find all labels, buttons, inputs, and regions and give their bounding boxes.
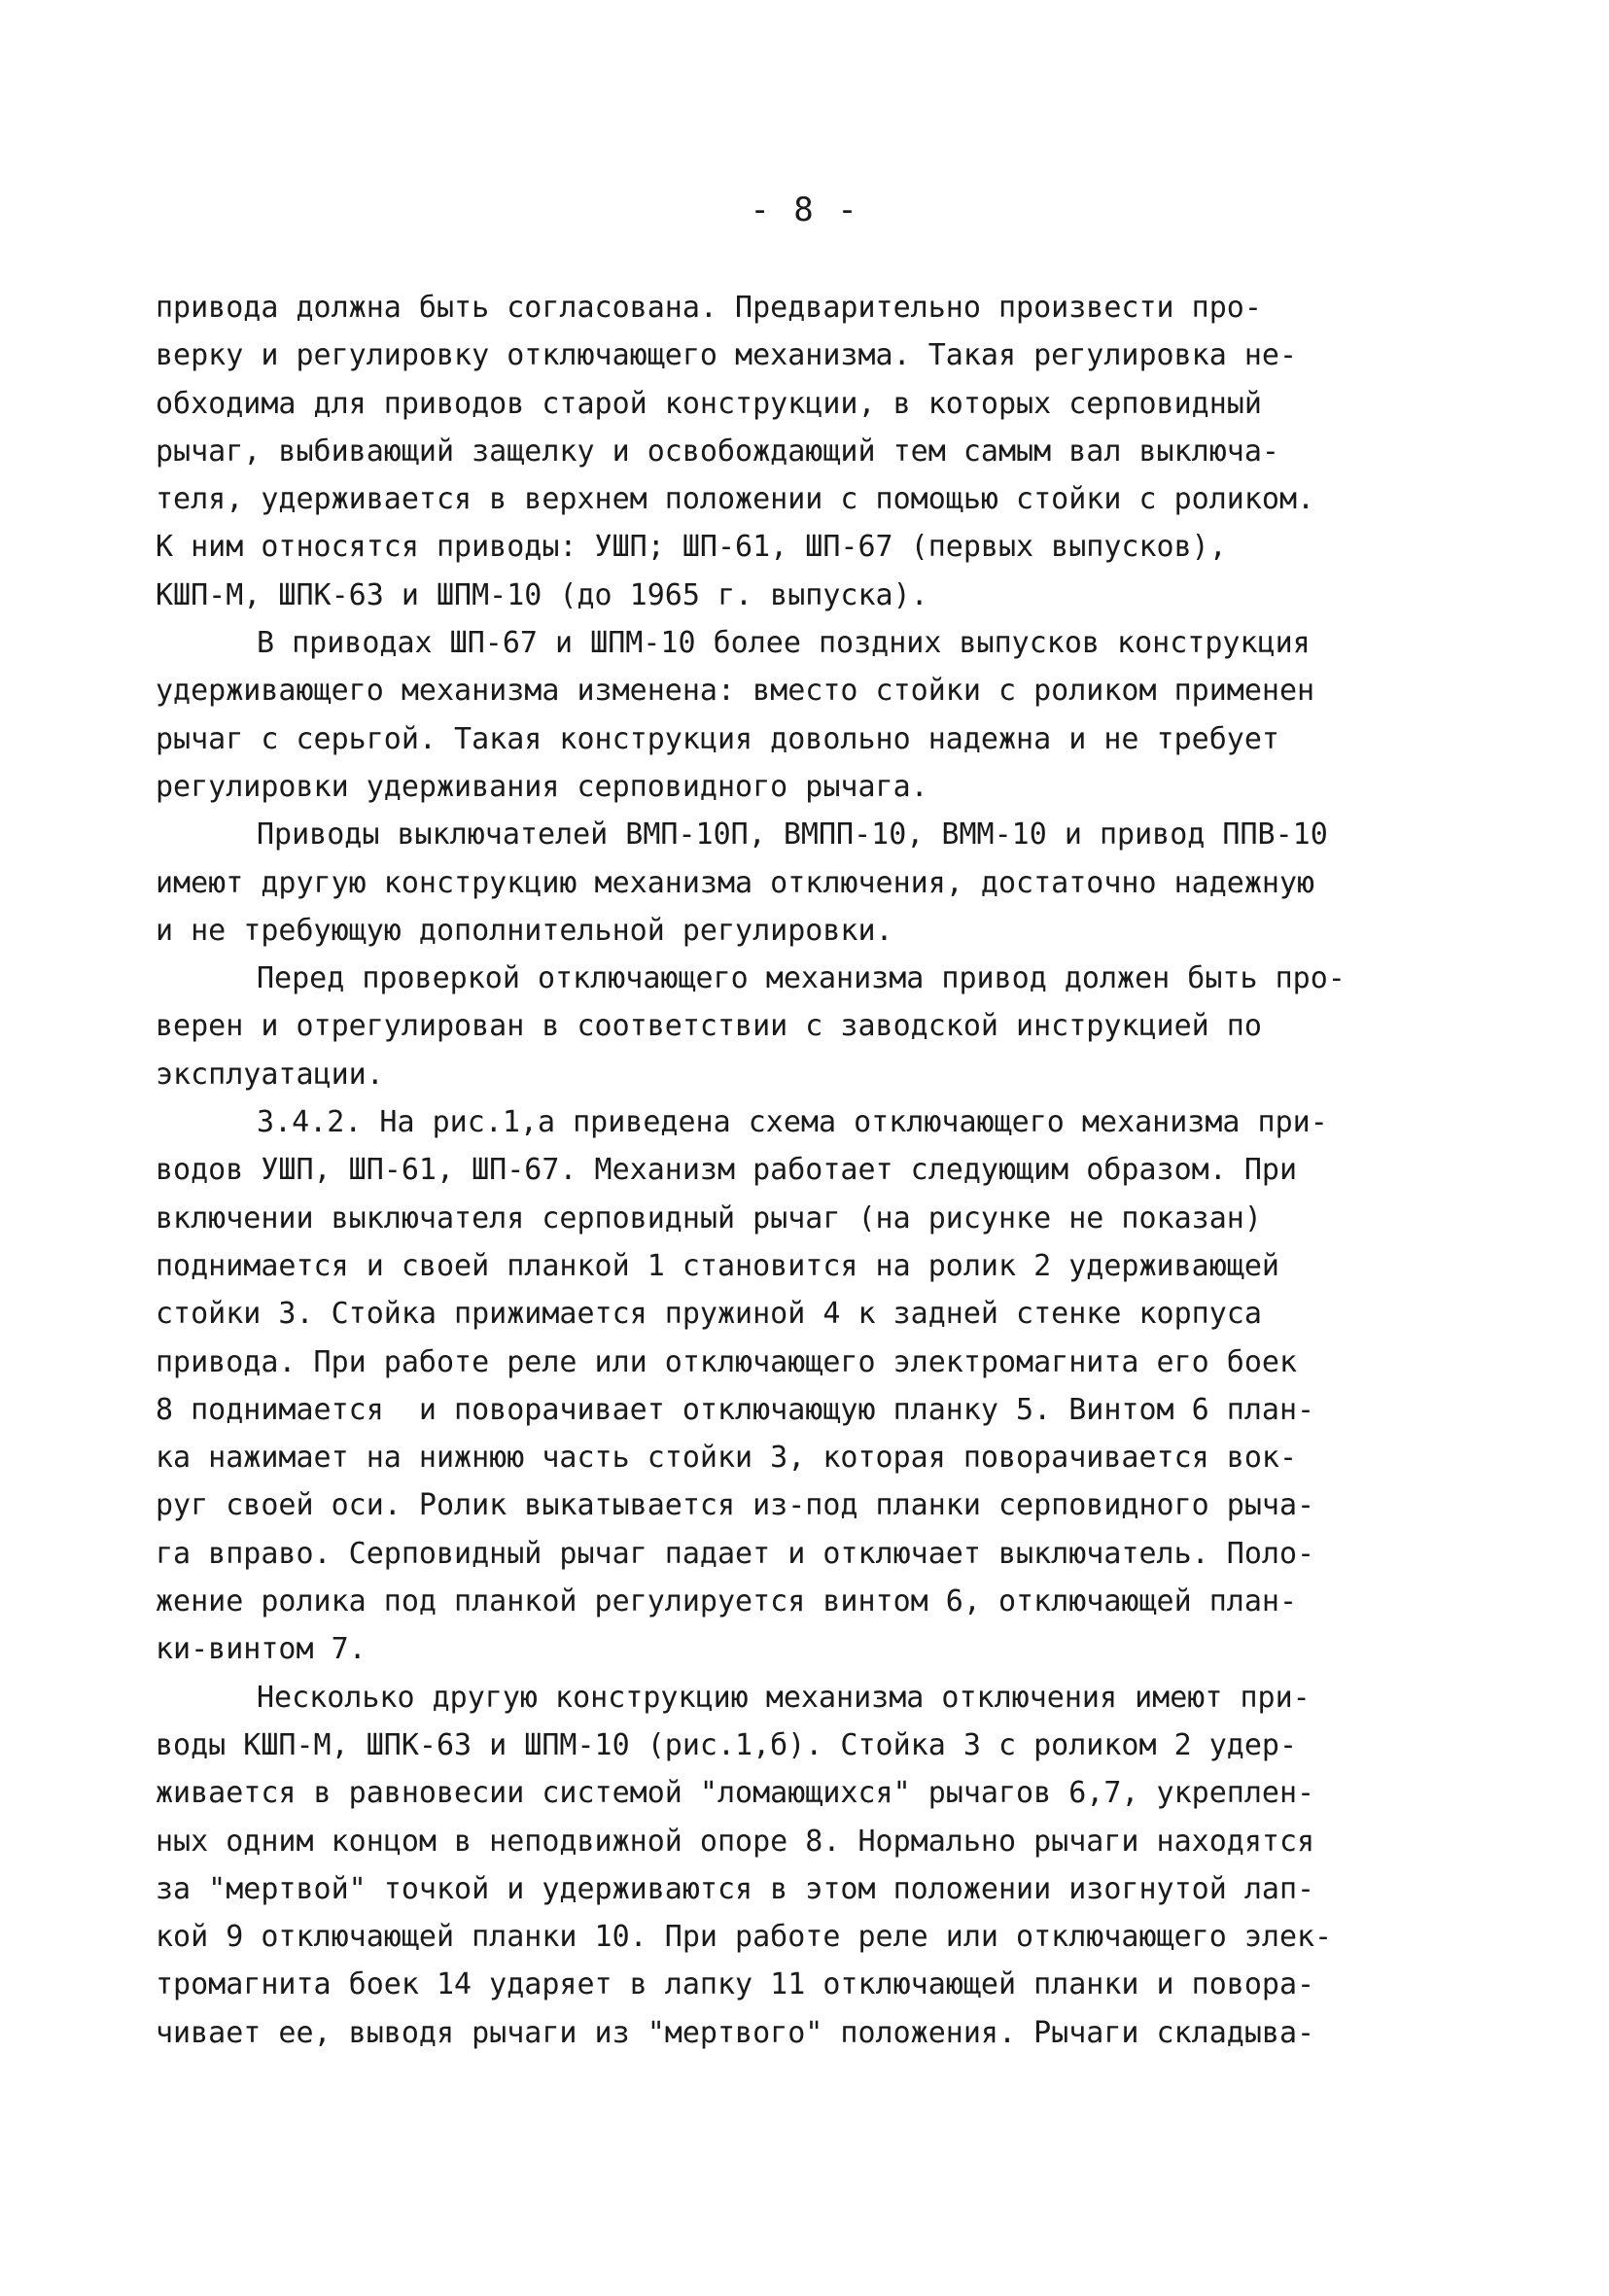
- text-line: обходима для приводов старой конструкции, в которых серповидный: [156, 386, 1262, 421]
- paragraph: [156, 619, 1478, 811]
- page-number: - 8 -: [750, 191, 859, 229]
- paragraph: [156, 811, 1478, 955]
- text-line: кой 9 отключающей планки 10. При работе реле или отключающего элек-: [156, 1920, 1333, 1955]
- text-line: Несколько другую конструкцию механизма отключения имеют при-: [257, 1680, 1311, 1715]
- text-line: эксплуатации.: [156, 1057, 384, 1092]
- text-line: стойки 3. Стойка прижимается пружиной 4 к задней стенке корпуса: [156, 1297, 1262, 1332]
- text-line: теля, удерживается в верхнем положении с помощью стойки с роликом.: [156, 482, 1315, 517]
- text-line: включении выключателя серповидный рычаг (на рисунке не показан): [156, 1200, 1262, 1235]
- text-line: ки-винтом 7.: [156, 1632, 367, 1667]
- text-line: Приводы выключателей ВМП-10П, ВМПП-10, ВММ-10 и привод ППВ-10: [257, 818, 1328, 852]
- text-line: верен и отрегулирован в соответствии с заводской инструкцией по: [156, 1009, 1262, 1044]
- paragraph: [156, 1674, 1478, 2057]
- text-line: рычаг, выбивающий защелку и освобождающий тем самым вал выключа-: [156, 434, 1279, 469]
- text-line: га вправо. Серповидный рычаг падает и отключает выключатель. Поло-: [156, 1536, 1315, 1571]
- paragraph: [156, 1098, 1478, 1674]
- text-line: жение ролика под планкой регулируется винтом 6, отключающей план-: [156, 1584, 1297, 1619]
- text-line: живается в равновесии системой "ломающихся" рычагов 6,7, укреплен-: [156, 1776, 1315, 1811]
- text-line: имеют другую конструкцию механизма отключения, достаточно надежную: [156, 865, 1315, 900]
- text-line: ка нажимает на нижнюю часть стойки 3, которая поворачивается вок-: [156, 1441, 1297, 1476]
- text-line: водов УШП, ШП-61, ШП-67. Механизм работает следующим образом. При: [156, 1153, 1297, 1188]
- text-line: чивает ее, выводя рычаги из "мертвого" положения. Рычаги складыва-: [156, 2015, 1315, 2050]
- body-text: [156, 284, 1478, 2057]
- text-line: Перед проверкой отключающего механизма привод должен быть про-: [257, 961, 1346, 996]
- text-line: регулировки удерживания серповидного рычага.: [156, 769, 928, 804]
- text-line: воды КШП-М, ШПК-63 и ШПМ-10 (рис.1,б). Стойка 3 с роликом 2 удер-: [156, 1727, 1297, 1762]
- text-line: В приводах ШП-67 и ШПМ-10 более поздних выпусков конструкция: [257, 626, 1311, 661]
- text-line: руг своей оси. Ролик выкатывается из-под планки серповидного рыча-: [156, 1488, 1315, 1523]
- text-line: за "мертвой" точкой и удерживаются в этом положении изогнутой лап-: [156, 1871, 1315, 1906]
- text-line: 8 поднимается и поворачивает отключающую планку 5. Винтом 6 план-: [156, 1392, 1315, 1427]
- text-line: верку и регулировку отключающего механизма. Такая регулировка не-: [156, 338, 1297, 373]
- text-line: К ним относятся приводы: УШП; ШП-61, ШП-67 (первых выпусков),: [156, 530, 1227, 565]
- text-line: и не требующую дополнительной регулировки.: [156, 913, 893, 948]
- paragraph: [156, 284, 1478, 619]
- text-line: КШП-М, ШПК-63 и ШПМ-10 (до 1965 г. выпуска).: [156, 577, 928, 612]
- text-line: ных одним концом в неподвижной опоре 8. Нормально рычаги находятся: [156, 1824, 1315, 1859]
- text-line: удерживающего механизма изменена: вместо стойки с роликом применен: [156, 674, 1315, 709]
- text-line: поднимается и своей планкой 1 становится на ролик 2 удерживающей: [156, 1248, 1279, 1283]
- text-line: рычаг с серьгой. Такая конструкция довольно надежна и не требует: [156, 721, 1279, 756]
- text-line: 3.4.2. На рис.1,а приведена схема отключающего механизма при-: [257, 1105, 1328, 1140]
- text-line: привода. При работе реле или отключающего электромагнита его боек: [156, 1344, 1297, 1379]
- text-line: тромагнита боек 14 ударяет в лапку 11 отключающей планки и повора-: [156, 1967, 1315, 2002]
- paragraph: [156, 955, 1478, 1098]
- text-line: привода должна быть согласована. Предварительно произвести про-: [156, 291, 1262, 325]
